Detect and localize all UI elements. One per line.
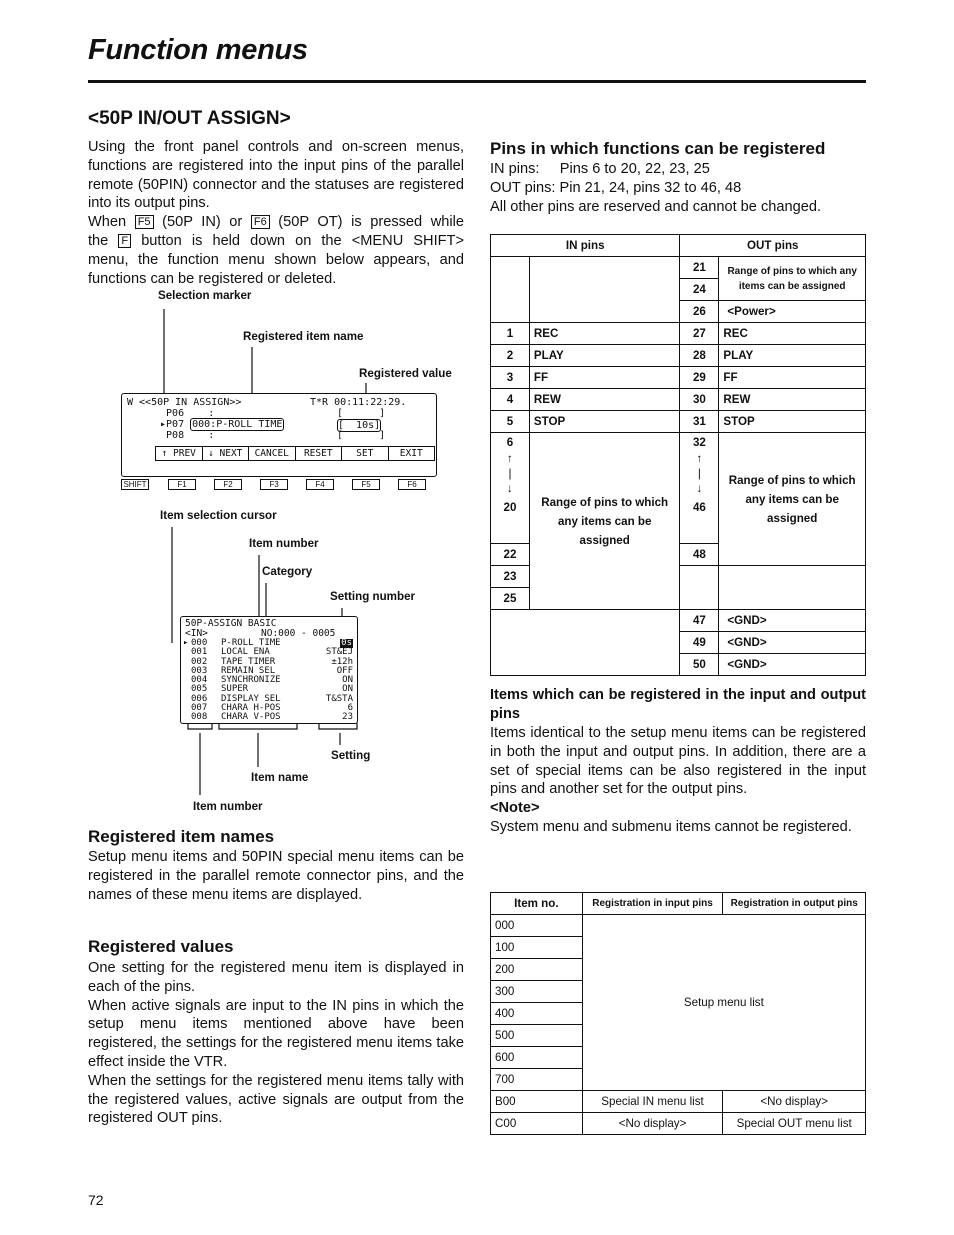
label-item-number-top: Item number: [249, 537, 319, 550]
row-value: [ ]: [337, 408, 386, 419]
out-name: REC: [719, 323, 866, 345]
item-name: CHARA H-POS: [221, 703, 281, 714]
out-pin: 50: [680, 654, 719, 676]
item-number: 006: [191, 693, 208, 704]
item-no: 200: [491, 959, 583, 981]
in-name: PLAY: [529, 345, 680, 367]
intro-text: (50P OT) is pressed while: [278, 214, 464, 231]
f5-key: F5: [135, 215, 154, 229]
pins-other-line: All other pins are reserved and cannot be changed.: [490, 198, 822, 215]
lcd-screen-1: [121, 393, 437, 477]
out-pin: 24: [680, 279, 719, 301]
label-selection-marker: Selection marker: [158, 289, 252, 302]
table-row: [491, 345, 866, 367]
lcd2-rows: [183, 639, 355, 723]
row-cursor: [183, 713, 188, 722]
item-name: TAPE TIMER: [221, 656, 276, 667]
intro-p2-line2: [88, 232, 464, 251]
in-range-start: 6: [506, 436, 514, 449]
item-number: 005: [191, 684, 208, 695]
item-number: 004: [191, 675, 208, 686]
items-text-block: [490, 724, 866, 837]
f6-key[interactable]: F6: [398, 479, 426, 490]
label-registered-item-name: Registered item name: [243, 330, 364, 343]
vertical-bar-icon: |: [697, 467, 701, 480]
function-key-row: [121, 479, 435, 490]
out-name: FF: [719, 367, 866, 389]
table-row: [491, 1091, 866, 1113]
intro: [88, 138, 464, 288]
header-input-pins: Registration in input pins: [582, 893, 723, 915]
intro-p2-rest: menu, the function menu shown below appears, and functions can be registered or deleted.: [88, 251, 464, 287]
label-setting-number: Setting number: [330, 590, 416, 603]
lcd1-row: [160, 430, 214, 441]
items-heading: Items which can be registered in the input and output pins: [490, 687, 866, 722]
out-range-cell: [680, 433, 719, 544]
item-no: 000: [491, 915, 583, 937]
table-row: [491, 610, 866, 632]
setup-menu-list: Setup menu list: [582, 915, 865, 1091]
out-name: <GND>: [719, 654, 866, 676]
note-text: System menu and submenu items cannot be registered.: [490, 818, 852, 835]
out-name: REW: [719, 389, 866, 411]
out-pin: 21: [680, 257, 719, 279]
f2-key[interactable]: F2: [214, 479, 242, 490]
row-value: [ ]: [337, 430, 386, 441]
out-pin: 49: [680, 632, 719, 654]
registered-values-p1: One setting for the registered menu item is displayed in each of the pins.: [88, 960, 464, 995]
item-no: C00: [491, 1113, 583, 1135]
page-title: Function menus: [88, 34, 308, 66]
lcd2-row: [183, 676, 355, 685]
item-setting: ST&EJ: [325, 647, 353, 658]
table-row: [491, 1113, 866, 1135]
input-registration: Special IN menu list: [582, 1091, 723, 1113]
row-pin: P07: [166, 419, 185, 430]
in-pin: 25: [491, 588, 530, 610]
in-pin: 22: [491, 544, 530, 566]
page-number: 72: [88, 1192, 104, 1208]
f3-key[interactable]: F3: [260, 479, 288, 490]
out-name: <GND>: [719, 632, 866, 654]
f-key: F: [118, 234, 131, 248]
lcd2-header1: 50P-ASSIGN BASIC: [185, 618, 277, 629]
empty-cell: [680, 566, 719, 610]
out-range-end: 46: [692, 501, 706, 514]
registered-item-name: 000:P-ROLL TIME: [192, 419, 283, 430]
in-pin: 23: [491, 566, 530, 588]
lcd1-line1: [127, 397, 241, 408]
section-title: <50P IN/OUT ASSIGN>: [88, 108, 291, 129]
registered-values-p3: When the settings for the registered menu items tally with the registered values, active signals are output from the registered OUT pins.: [88, 1072, 464, 1127]
item-no: 700: [491, 1069, 583, 1091]
header-item-no: Item no.: [491, 893, 583, 915]
note-label: <Note>: [490, 800, 540, 817]
in-name: REC: [529, 323, 680, 345]
item-number: 008: [191, 712, 208, 723]
header-out-pins: OUT pins: [680, 235, 866, 257]
item-name: CHARA V-POS: [221, 712, 281, 723]
softkey-next[interactable]: ↓ NEXT: [203, 447, 250, 460]
pins-text: [490, 160, 866, 216]
down-arrow-icon: ↓: [696, 482, 703, 495]
pins-out-line: OUT pins: Pin 21, 24, pins 32 to 46, 48: [490, 179, 742, 196]
pins-in-value: Pins 6 to 20, 22, 23, 25: [559, 161, 710, 177]
item-setting: OFF: [336, 665, 353, 676]
out-pin: 26: [680, 301, 719, 323]
row-pin: P06: [166, 408, 185, 419]
empty-cell: [529, 257, 680, 323]
item-setting: ON: [342, 675, 353, 686]
in-range-cell: [491, 433, 530, 544]
in-name: REW: [529, 389, 680, 411]
softkey-set[interactable]: SET: [342, 447, 389, 460]
empty-cell: [719, 566, 866, 610]
in-pin: 2: [491, 345, 530, 367]
out-name: <Power>: [719, 301, 866, 323]
out-range-top: Range of pins to which any items can be assigned: [719, 257, 866, 301]
in-pin: 5: [491, 411, 530, 433]
item-selection-cursor-icon: ▸: [183, 638, 189, 648]
setting-number-badge: 0s: [341, 638, 352, 648]
title-rule: [88, 80, 866, 83]
out-range-start: 32: [692, 436, 706, 449]
item-no: 600: [491, 1047, 583, 1069]
out-range-text: Range of pins to which any items can be assigned: [719, 433, 866, 566]
in-name: FF: [529, 367, 680, 389]
header-in-pins: IN pins: [491, 235, 680, 257]
softkey-reset[interactable]: RESET: [296, 447, 343, 460]
lcd1-title: W <<50P IN ASSIGN>>: [127, 397, 242, 408]
table-row: [491, 323, 866, 345]
down-arrow-icon: ↓: [507, 482, 513, 495]
item-number: 002: [191, 656, 208, 667]
out-name: STOP: [719, 411, 866, 433]
item-name: DISPLAY SEL: [221, 693, 281, 704]
label-registered-value: Registered value: [359, 367, 452, 380]
out-pin: 30: [680, 389, 719, 411]
label-category: Category: [262, 565, 313, 578]
in-range-end: 20: [503, 501, 517, 514]
header-output-pins: Registration in output pins: [723, 893, 866, 915]
in-pin: 4: [491, 389, 530, 411]
f1-key[interactable]: F1: [168, 479, 196, 490]
label-item-name: Item name: [251, 771, 309, 784]
intro-p1: Using the front panel controls and on-screen menus, functions are registered into the input pins of the parallel remote (50PIN) connector and the statuses are registered into its output pins.: [88, 139, 464, 212]
lcd2-row: [183, 713, 355, 722]
in-pin: 1: [491, 323, 530, 345]
label-item-number-bottom: Item number: [193, 800, 263, 813]
table-row: [491, 411, 866, 433]
shift-key[interactable]: SHIFT: [121, 479, 149, 490]
output-registration: Special OUT menu list: [723, 1113, 866, 1135]
softkey-prev[interactable]: ↑ PREV: [156, 447, 203, 460]
registered-values-p2: When active signals are input to the IN pins in which the setup menu items mentioned above have been registered, the settings for the registered menu items take effect inside the VTR.: [88, 997, 464, 1070]
f6-key: F6: [251, 215, 270, 229]
lcd2-header2-right: NO:000 - 0005: [261, 628, 336, 639]
item-table-header: [491, 893, 866, 915]
row-sep: :: [208, 430, 215, 441]
intro-p2-line1: [88, 213, 464, 232]
lcd1-timecode: T*R 00:11:22:29.: [310, 397, 407, 408]
intro-text: button is held down on the <MENU SHIFT>: [141, 232, 464, 249]
item-setting: ON: [342, 684, 353, 695]
item-table: [490, 892, 866, 1135]
registered-values-heading: Registered values: [88, 937, 234, 956]
out-name: PLAY: [719, 345, 866, 367]
item-no: 100: [491, 937, 583, 959]
out-pin: 29: [680, 367, 719, 389]
lcd-screen-2: [180, 616, 358, 724]
in-pin: 3: [491, 367, 530, 389]
item-setting: T&STA: [325, 693, 353, 704]
out-pin: 47: [680, 610, 719, 632]
in-range-text: Range of pins to which any items can be assigned: [529, 433, 680, 610]
out-pin: 27: [680, 323, 719, 345]
row-pin: P08: [166, 430, 185, 441]
item-name: P-ROLL TIME: [221, 638, 281, 648]
item-setting: 23: [342, 712, 353, 723]
up-arrow-icon: ↑: [696, 452, 703, 465]
lcd1-row-selected: [160, 419, 284, 430]
label-setting: Setting: [331, 749, 371, 762]
lcd2-header2-left: <IN>: [185, 628, 208, 639]
pins-in-line: [490, 160, 866, 179]
out-name: <GND>: [719, 610, 866, 632]
f4-key[interactable]: F4: [306, 479, 334, 490]
item-no: B00: [491, 1091, 583, 1113]
table-row: [491, 367, 866, 389]
items-text: Items identical to the setup menu items can be registered in both the input and output pins. In addition, there are a set of special items can be also registered in the input pins and another set for the output pins.: [490, 725, 866, 798]
item-name: REMAIN SEL: [221, 665, 276, 676]
empty-cell: [491, 257, 530, 323]
item-no: 400: [491, 1003, 583, 1025]
table-row-range: [491, 433, 866, 544]
softkey-exit[interactable]: EXIT: [399, 448, 423, 459]
registered-values-text: [88, 959, 464, 1128]
item-number: 003: [191, 665, 208, 676]
intro-text: the: [88, 232, 109, 249]
item-setting: ±12h: [331, 656, 353, 667]
intro-text: (50P IN) or: [162, 214, 243, 231]
item-name: LOCAL ENA: [221, 647, 270, 658]
item-name: SUPER: [221, 684, 249, 695]
item-no: 300: [491, 981, 583, 1003]
in-name: STOP: [529, 411, 680, 433]
registered-item-names-text: Setup menu items and 50PIN special menu items can be registered in the parallel remote connector pins, and the names of these menu items are displayed.: [88, 849, 464, 903]
intro-text: When: [88, 214, 127, 231]
out-pin: 48: [680, 544, 719, 566]
output-registration: <No display>: [723, 1091, 866, 1113]
item-number: 001: [191, 647, 208, 658]
empty-cell: [491, 610, 680, 676]
up-arrow-icon: ↑: [507, 452, 513, 465]
out-pin: 28: [680, 345, 719, 367]
registered-value: [ 10s]: [338, 420, 381, 431]
table-row: [491, 915, 866, 937]
input-registration: <No display>: [582, 1113, 723, 1135]
vertical-bar-icon: |: [508, 467, 512, 480]
selection-marker-icon: ▸: [160, 419, 167, 430]
pin-table-header: [491, 235, 866, 257]
f5-key[interactable]: F5: [352, 479, 380, 490]
table-row: [491, 257, 866, 279]
item-no: 500: [491, 1025, 583, 1047]
item-number: 000: [191, 638, 208, 648]
item-setting: 6: [347, 703, 353, 714]
label-item-selection-cursor: Item selection cursor: [160, 509, 277, 522]
setup-menu-diagram: [88, 505, 468, 815]
softkey-bar: [155, 446, 435, 461]
out-pin: 31: [680, 411, 719, 433]
item-number: 007: [191, 703, 208, 714]
row-sep: :: [208, 408, 215, 419]
function-menu-diagram: [88, 285, 468, 495]
table-row: [491, 389, 866, 411]
softkey-cancel[interactable]: CANCEL: [249, 447, 296, 460]
pin-table: [490, 234, 866, 676]
registered-item-names-heading: Registered item names: [88, 827, 275, 846]
item-name: SYNCHRONIZE: [221, 675, 281, 686]
pins-in-label: IN pins:: [490, 161, 540, 177]
pins-heading: Pins in which functions can be registered: [490, 139, 826, 158]
